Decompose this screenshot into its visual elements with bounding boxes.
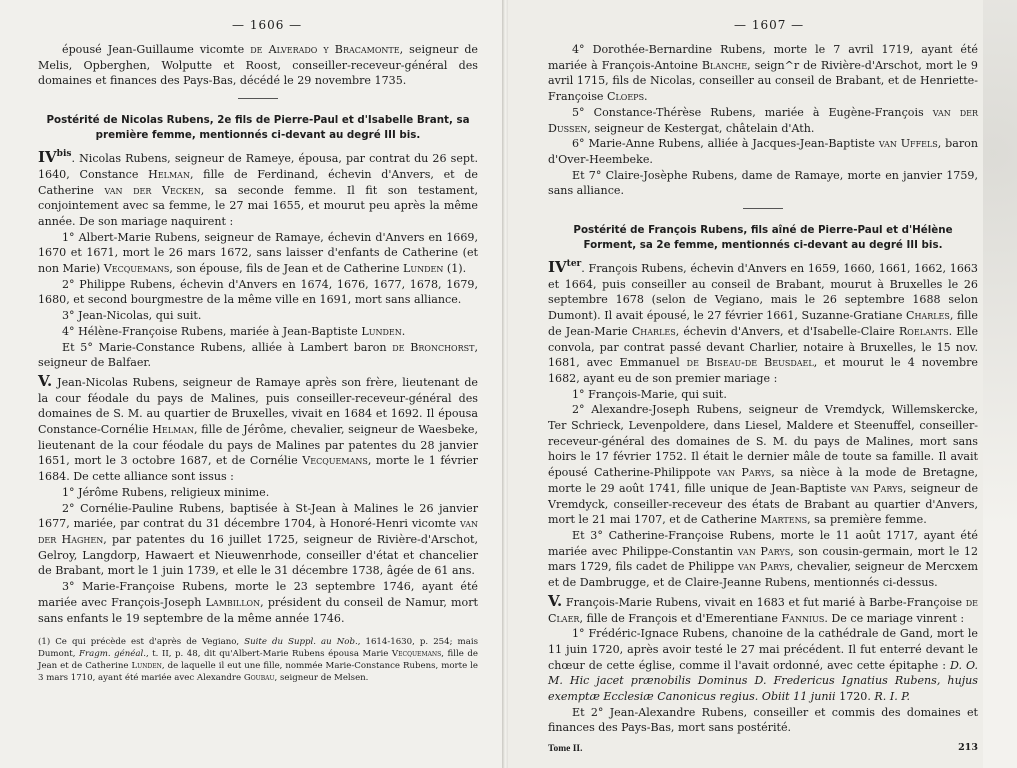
- list-item: Et 2° Jean-Alexandre Rubens, conseiller et commis des domaines et finances des Pays-Bas, mort sans postérité.: [548, 705, 978, 735]
- list-item: 3° Jean-Nicolas, qui suit.: [62, 309, 202, 323]
- list-item: 1° François-Marie, qui suit.: [572, 387, 727, 401]
- generation-entry: V. François-Marie Rubens, vivait en 1683 et fut marié à Barbe-Françoise de Claer, fille de François et d'Emerentiane Fannius. De ce mariage vinrent :: [548, 591, 978, 625]
- left-page: [0, 0, 504, 768]
- signature-mark: 213: [958, 742, 978, 754]
- section-heading: Postérité de François Rubens, fils aîné de Pierre-Paul et d'Hélène Forment, sa 2e femme, mentionnés ci-devant au degré III bis.: [573, 224, 953, 252]
- list-item: 1° Albert-Marie Rubens, seigneur de Ramaye, échevin d'Anvers en 1669, 1670 et 1671, mort le 26 mars 1672, sans laisser d'enfants de Catherine (et non Marie) Vecquemans, son épouse, fils de Jean et de Catherine Lunden (1).: [38, 230, 478, 276]
- generation-numeral: V.: [38, 371, 53, 390]
- list-item: 3° Marie-Françoise Rubens, morte le 23 septembre 1746, ayant été mariée avec François-Joseph Lambillon, président du conseil de Namur, mort sans enfants le 19 septembre de la même année 1746.: [38, 580, 478, 625]
- generation-numeral: V.: [548, 591, 563, 610]
- paragraph: épousé Jean-Guillaume vicomte de Alverado y Bracamonte, seigneur de Melis, Opberghen, Wolputte et Roost, conseiller-receveur-général des domaines et finances des Pays-Bas, décédé le 29 novembre 1735.: [38, 43, 478, 88]
- children-list: [38, 230, 478, 371]
- generation-entry: $IV^{bis}$. Nicolas Rubens, seigneur de Rameye, épousa, par contrat du 26 sept. 1640, Constance Helman, fille de Ferdinand, échevin d'Anvers, et de Catherine van der Vecken, sa seconde femme. Il fit son testament, conjointement avec sa femme, le 27 mai 1655, et mourut peu après la même année. De son mariage naquirent :: [38, 148, 478, 228]
- separator-rule: [743, 208, 783, 209]
- list-item: 1° Frédéric-Ignace Rubens, chanoine de la cathédrale de Gand, mort le 11 juin 1720, après avoir testé le 27 mai précédent. Il fut enterré devant le chœur de cette église, comme il l'avait ordonné, avec cette épitaphe : D. O. M. Hic jacet prænobilis Dominus D. Fredericus Ignatius Rubens, hujus exemptæ Ecclesiæ Canonicus regius. Obiit 11 junii 1720. R. I. P.: [548, 627, 978, 704]
- tome-label: Tome II.: [548, 744, 583, 755]
- footnote: (1) Ce qui précède est d'après de Vegiano, Suite du Suppl. au Nob., 1614-1630, p. 254; mais Dumont, Fragm. généal., t. II, p. 48, dit qu'Albert-Marie Rubens épousa Marie Vecquemans, fille de Jean et de Catherine Lunden, de laquelle il eut une fille, nommée Marie-Constance Rubens, morte le 3 mars 1710, ayant été mariée avec Alexandre Goubau, seigneur de Melsen.: [38, 637, 478, 684]
- list-item: 6° Marie-Anne Rubens, alliée à Jacques-Jean-Baptiste van Uffels, baron d'Over-Heembeke.: [548, 137, 979, 166]
- children-list: [548, 626, 978, 736]
- generation-numeral: $IV^{ter}$: [548, 258, 582, 277]
- children-list: [548, 387, 978, 591]
- generation-entry: $IV^{ter}$. François Rubens, échevin d'Anvers en 1659, 1660, 1661, 1662, 1663 et 1664, puis conseiller au conseil de Brabant, mourut à Bruxelles le 26 septembre 1678 (selon de Vegiano, mais le 26 septembre 1688 selon Dumont). Il avait épousé, le 27 février 1661, Suzanne-Gratiane Charles, fille de Jean-Marie Charles, échevin d'Anvers, et d'Isabelle-Claire Roelants. Elle convola, par contrat passé devant Charlier, notaire à Bruxelles, le 15 nov. 1681, avec Emmanuel de Biseau-de Beusdael, et mourut le 4 novembre 1682, ayant eu de son premier mariage :: [548, 258, 979, 385]
- generation-numeral: $IV^{bis}$: [38, 148, 72, 167]
- list-item: 4° Hélène-Françoise Rubens, mariée à Jean-Baptiste Lunden.: [62, 324, 406, 338]
- list-item: 2° Alexandre-Joseph Rubens, seigneur de Vremdyck, Willemskercke, Ter Schrieck, Levenpoldere, dans Liesel, Maldere et Steenuffel, conseiller-receveur-général des domaines de S. M. du pays de Malines, mort sans hoirs le 17 février 1752. Il était le dernier mâle de toute sa famille. Il avait épousé Catherine-Philippote van Parys, sa nièce à la mode de Bretagne, morte le 29 août 1741, fille unique de Jean-Baptiste van Parys, seigneur de Vremdyck, conseiller-receveur des états de Brabant au quartier d'Anvers, mort le 21 mai 1707, et de Catherine Martens, sa première femme.: [548, 403, 979, 527]
- children-list: [548, 42, 978, 199]
- page-edge-shadow: [983, 0, 1017, 768]
- list-item: 1° Jérôme Rubens, religieux minime.: [62, 485, 270, 499]
- generation-entry: V. Jean-Nicolas Rubens, seigneur de Ramaye après son frère, lieutenant de la cour féodale du pays de Malines, puis conseiller-receveur-général des domaines de S. M. au quartier de Bruxelles, vivait en 1684 et 1692. Il épousa Constance-Cornélie Helman, fille de Jérôme, chevalier, seigneur de Waesbeke, lieutenant de la cour féodale du pays de Malines par patentes du 28 janvier 1651, mort le 3 octobre 1687, et de Cornélie Vecquemans, morte le 1 février 1684. De cette alliance sont issus :: [38, 371, 478, 484]
- list-item: 5° Constance-Thérèse Rubens, mariée à Eugène-François van der Dussen, seigneur de Kestergat, châtelain d'Ath.: [548, 105, 978, 135]
- section-heading: Postérité de Nicolas Rubens, 2e fils de Pierre-Paul et d'Isabelle Brant, sa première femme, mentionnés ci-devant au degré III bis.: [46, 114, 470, 142]
- separator-rule: [238, 98, 278, 99]
- left-page-text: [38, 42, 478, 684]
- list-item: Et 3° Catherine-Françoise Rubens, morte le 11 août 1717, ayant été mariée avec Philippe-Constantin van Parys, son cousin-germain, mort le 12 mars 1729, fils cadet de Philippe van Parys, chevalier, seigneur de Mercxem et de Dambrugge, et de Claire-Jeanne Rubens, mentionnés ci-dessus.: [548, 528, 979, 590]
- page-number: — 1606 —: [232, 18, 303, 32]
- list-item: 2° Philippe Rubens, échevin d'Anvers en 1674, 1676, 1677, 1678, 1679, 1680, et second bourgmestre de la même ville en 1691, mort sans alliance.: [38, 277, 478, 307]
- list-item: 2° Cornélie-Pauline Rubens, baptisée à St-Jean à Malines le 26 janvier 1677, mariée, par contrat du 31 décembre 1704, à Honoré-Henri vicomte van der Haghen, par patentes du 16 juillet 1725, seigneur de Rivière-d'Arschot, Gelroy, Langdorp, Hawaert et Nieuwenrhode, conseiller d'état et chancelier de Brabant, mort le 1 juin 1739, et elle le 31 décembre 1738, âgée de 61 ans.: [38, 501, 478, 578]
- list-item: Et 7° Claire-Josèphe Rubens, dame de Ramaye, morte en janvier 1759, sans alliance.: [548, 168, 978, 198]
- list-item: 4° Dorothée-Bernardine Rubens, morte le 7 avril 1719, ayant été mariée à François-Antoine Blanche, seign^r de Rivière-d'Arschot, mort le 9 avril 1715, fils de Nicolas, conseiller au conseil de Brabant, et de Henriette-Françoise Cloeps.: [548, 43, 978, 104]
- list-item: Et 5° Marie-Constance Rubens, alliée à Lambert baron de Bronchorst, seigneur de Balfaer.: [38, 340, 478, 370]
- page-number: — 1607 —: [734, 18, 805, 32]
- page-footer: [548, 740, 978, 758]
- children-list: [38, 485, 478, 626]
- right-page-text: [548, 42, 978, 758]
- right-page: [508, 0, 1017, 768]
